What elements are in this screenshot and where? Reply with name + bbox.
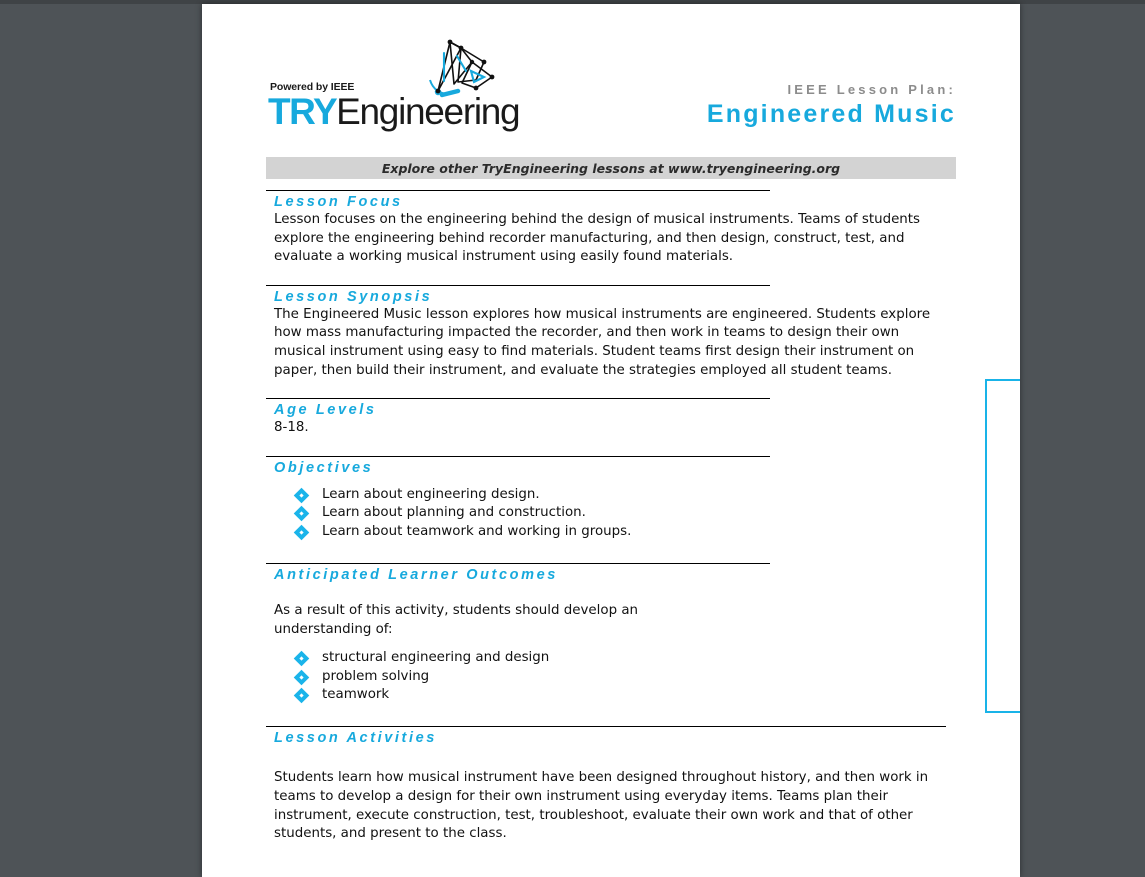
diamond-bullet-icon (294, 487, 310, 503)
diamond-bullet-icon (294, 524, 310, 540)
explore-banner-text: Explore other TryEngineering lessons at www.tryengineering.org (381, 160, 841, 176)
wordmark-try: TRY (268, 91, 337, 132)
section-heading-lesson-synopsis: Lesson Synopsis (274, 288, 433, 305)
page-title: Engineered Music (706, 100, 956, 128)
section-heading-lesson-activities: Lesson Activities (274, 730, 437, 747)
list-item (296, 523, 956, 541)
lesson-plan-kicker: IEEE Lesson Plan: (787, 82, 956, 97)
list-item (296, 504, 956, 522)
list-item (296, 486, 956, 504)
section-divider (266, 190, 770, 191)
recorder-image-frame (985, 379, 1020, 713)
section-body-lesson-synopsis: The Engineered Music lesson explores how musical instruments are engineered. Students explore how mass manufacturing impacted the recorder, and then work in teams to design their own musical instrument using easy to find materials. Student teams first design their instrument on paper, then build their instrument, and evaluate the strategies employed all student teams. (274, 306, 931, 378)
diamond-bullet-icon (294, 651, 310, 667)
recorder-photo (987, 381, 1020, 706)
list-item (296, 686, 956, 704)
section-heading-anticipated-learner-outcomes: Anticipated Learner Outcomes (274, 566, 558, 583)
section-lesson-activities (266, 726, 956, 843)
section-objectives (266, 456, 956, 541)
tryengineering-logo[interactable] (266, 36, 556, 142)
list-item-label: problem solving (322, 668, 430, 684)
list-item-label: teamwork (322, 686, 390, 702)
document-title-block (707, 82, 956, 129)
section-heading-objectives: Objectives (274, 459, 374, 476)
diamond-bullet-icon (294, 506, 310, 522)
list-item-label: Learn about engineering design. (322, 486, 540, 502)
section-divider (266, 285, 770, 286)
section-body-lesson-focus: Lesson focuses on the engineering behind the design of musical instruments. Teams of students explore the engineering behind recorder manufacturing, and then design, construct, test, and evaluate a working musical instrument using easily found materials. (274, 212, 921, 265)
section-anticipated-learner-outcomes (266, 563, 956, 704)
wordmark-engineering: Engineering (336, 91, 520, 132)
section-divider (266, 398, 770, 399)
explore-banner[interactable] (266, 157, 956, 179)
document-page (202, 4, 1020, 877)
document-header (202, 4, 1020, 144)
ieee-label: IEEE (330, 81, 355, 93)
section-heading-lesson-focus: Lesson Focus (274, 194, 403, 210)
list-item-label: Learn about teamwork and working in groups. (322, 523, 632, 539)
powered-by-label: Powered by (270, 81, 328, 93)
document-body (266, 190, 956, 844)
list-item (296, 668, 956, 686)
section-body-age-levels: 8-18. (274, 420, 309, 436)
objectives-list (266, 486, 956, 541)
section-intro-anticipated-learner-outcomes: As a result of this activity, students should develop an understanding of: (274, 602, 639, 637)
diamond-bullet-icon (294, 669, 310, 685)
list-item-label: structural engineering and design (322, 650, 550, 666)
list-item (296, 649, 956, 667)
section-body-lesson-activities: Students learn how musical instrument have been designed throughout history, and then work in teams to develop a design for their own instrument using everyday items. Teams plan their instrument, execute construction, test, troubleshoot, evaluate their own work and that of other students, and present to the class. (274, 770, 929, 842)
section-divider (266, 726, 946, 727)
section-age-levels (266, 398, 956, 438)
tryengineering-wordmark (268, 92, 519, 132)
outcomes-list (266, 649, 956, 704)
section-divider (266, 456, 770, 457)
list-item-label: Learn about planning and construction. (322, 505, 586, 521)
section-lesson-focus (266, 190, 956, 267)
section-divider (266, 563, 770, 564)
diamond-bullet-icon (294, 688, 310, 704)
section-lesson-synopsis (266, 285, 956, 380)
section-heading-age-levels: Age Levels (274, 402, 377, 419)
